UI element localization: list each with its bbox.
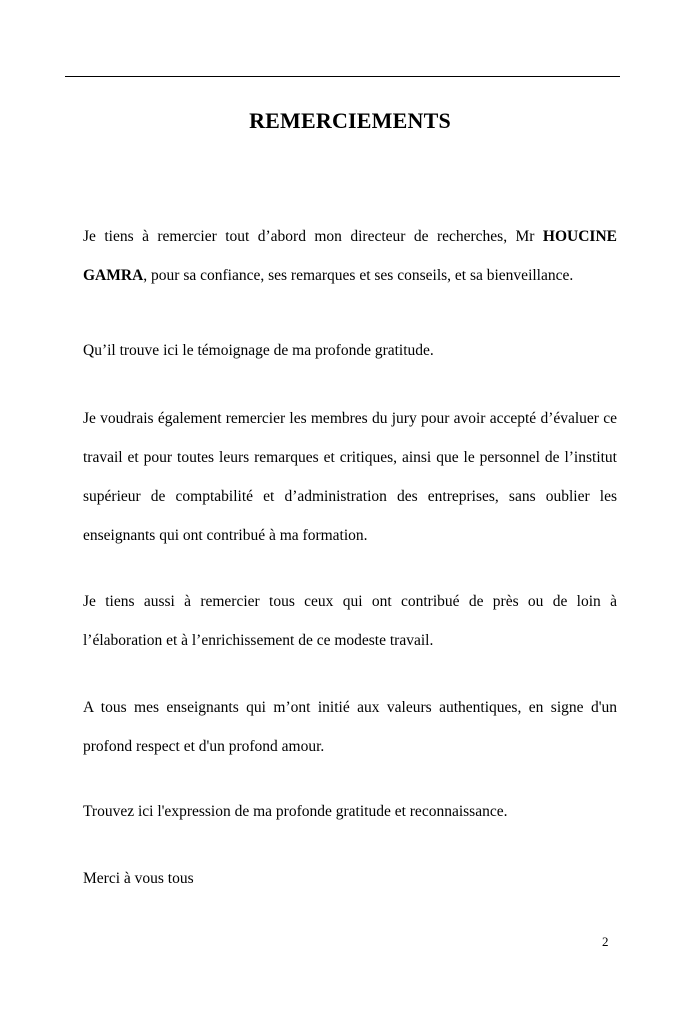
- paragraph-thanks-jury: Je voudrais également remercier les membres du jury pour avoir accepté d’évaluer ce travail et pour toutes leurs remarques et critiques, ainsi que le personnel de l’institut supérieur de comptabilité et d’administration des entreprises, sans oublier les enseignants qui ont contribué à ma formation.: [83, 410, 617, 544]
- page-number: 2: [602, 934, 609, 949]
- paragraph-text: Je tiens à remercier tout d’abord mon directeur de recherches, Mr: [83, 228, 543, 245]
- paragraph-thanks-director: [83, 217, 617, 295]
- paragraph-expression: Trouvez ici l'expression de ma profonde gratitude et reconnaissance.: [83, 803, 508, 820]
- director-name: HOUCINE GAMRA: [83, 228, 617, 284]
- paragraph-teachers: A tous mes enseignants qui m’ont initié aux valeurs authentiques, en signe d'un profond respect et d'un profond amour.: [83, 699, 617, 755]
- paragraph-closing: Merci à vous tous: [83, 870, 194, 887]
- paragraph-text: , pour sa confiance, ses remarques et ses conseils, et sa bienveillance.: [143, 267, 574, 284]
- header-rule: [65, 76, 620, 77]
- paragraph-gratitude: Qu’il trouve ici le témoignage de ma profonde gratitude.: [83, 342, 434, 359]
- page-title: REMERCIEMENTS: [249, 108, 451, 133]
- paragraph-thanks-contributors: Je tiens aussi à remercier tous ceux qui ont contribué de près ou de loin à l’élaboration et à l’enrichissement de ce modeste travail.: [83, 593, 617, 649]
